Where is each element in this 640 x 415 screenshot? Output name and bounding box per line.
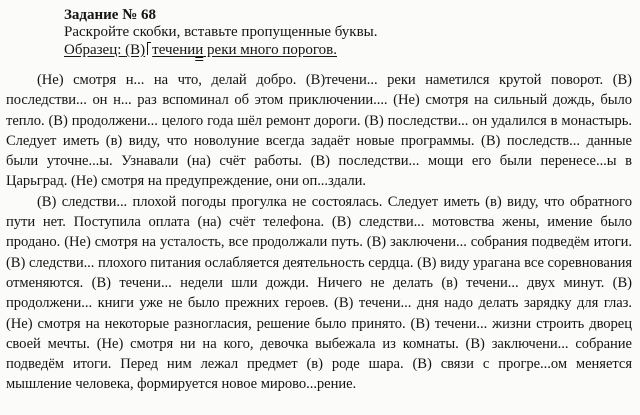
sample-underlined: [64, 42, 145, 58]
sample-word-start: течени: [152, 42, 196, 58]
sample-prefix: (В): [125, 42, 146, 58]
sample-label: Образец:: [64, 42, 122, 58]
sample-vowel-double-underline: и: [195, 42, 204, 58]
task-header: [64, 7, 632, 59]
exercise-text: [6, 70, 632, 395]
task-title: Задание № 68: [64, 7, 157, 23]
merge-bracket-mark: [147, 42, 151, 55]
sample-underlined-rest: [152, 42, 337, 58]
paragraph-1: (Не) смотря н... на что, делай добро. (В)течени... реки наметился крутой поворот. (В) последстви... он н... раз вспоминал об этом приключении.... (Не) смотря на сильный дождь, было тепло. (В) продолжени... целого года шёл ремонт дороги. (В) последстви... он удалился в монастырь. Следует иметь (в) виду, что новолуние всегда задаёт новые программы. (В) последств... данные были уточне...ы. Узнавали (на) счёт работы. (В) последстви... мощи его были перенесе...ы в Царьград. (Не) смотря на предупреждение, они оп...здали.: [6, 72, 632, 190]
task-instruction: Раскройте скобки, вставьте пропущенные буквы.: [64, 24, 378, 40]
paragraph-2: (В) следстви... плохой погоды прогулка не состоялась. Следует иметь (в) виду, что обратного пути нет. Поступила оплата (на) счёт телефона. (В) следстви... мотовства жены, имение было продано. (Не) смотря на усталость, все продолжали путь. (В) заключени... собрания подведём итоги. (В) следстви... плохого питания ослабляется деятельность сердца. (В) виду урагана все соревнования отменяются. (В) течени... недели шли дожди. Ничего не делать (в) течени... двух минут. (В) продолжени... книги уже не было прежних героев. (В) течени... дня надо делать зарядку для глаз. (Не) смотря на некоторые разногласия, решение было принято. (В) течени... жизни строить дворец своей мечты. (Не) смотря ни на кого, девочка выбежала из комнаты. (В) заключени... собрание подведём итоги. Перед ним лежал предмет (в) роде шара. (В) связи с прогре...ом меняется мышление человека, формируется новое мирово...рение.: [6, 193, 632, 393]
sample-line: [64, 41, 632, 59]
sample-rest: реки много порогов.: [203, 42, 337, 58]
